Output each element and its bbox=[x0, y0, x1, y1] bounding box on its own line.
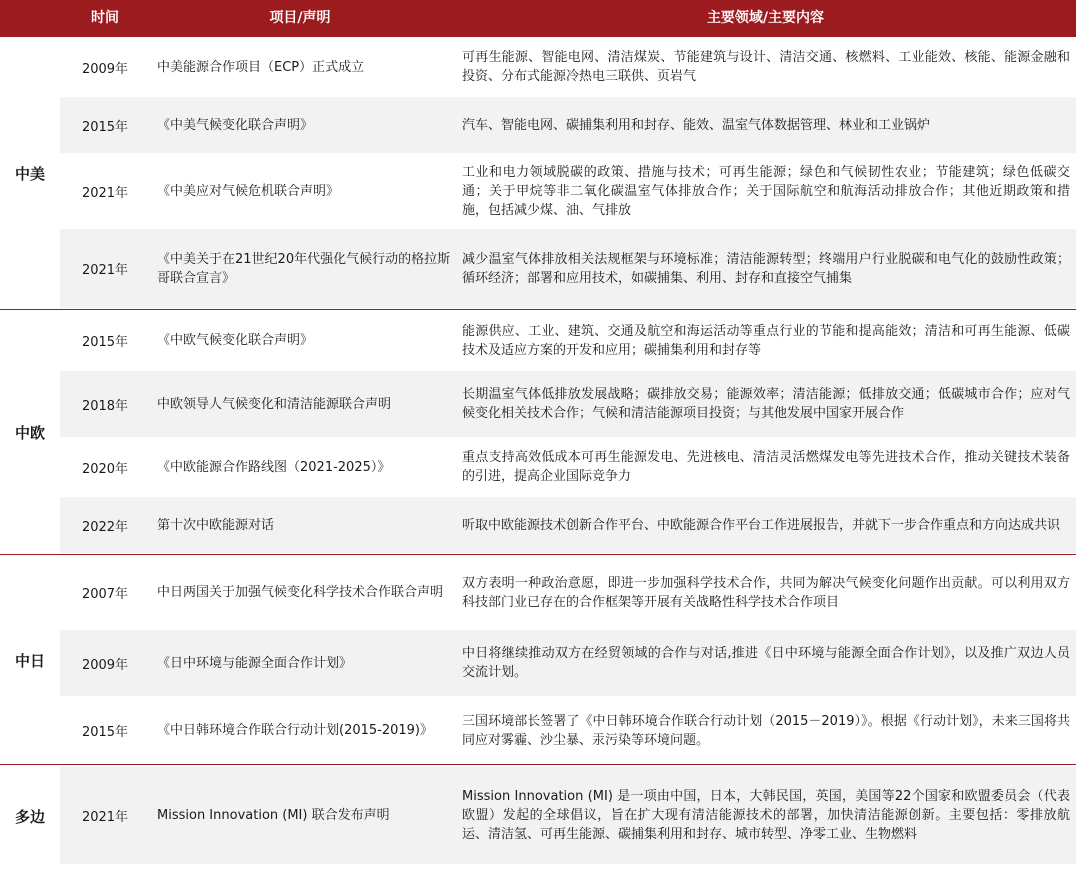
row-project: 中欧领导人气候变化和清洁能源联合声明 bbox=[157, 396, 392, 412]
row-content: 能源供应、工业、建筑、交通及航空和海运活动等重点行业的节能和提高能效；清洁和可再生能源、低碳技术及适应方案的开发和应用；碳捕集利用和封存等 bbox=[462, 323, 1070, 358]
row-year: 2009年 bbox=[81, 657, 129, 673]
row-year: 2015年 bbox=[81, 119, 129, 135]
row-content: 双方表明一种政治意愿，即进一步加强科学技术合作，共同为解决气候变化问题作出贡献。可以利用双方科技部门业已存在的合作框架等开展有关战略性科学技术合作项目 bbox=[462, 575, 1070, 610]
table-row bbox=[60, 312, 1076, 369]
row-project: 《中美气候变化联合声明》 bbox=[157, 117, 314, 133]
row-year: 2021年 bbox=[81, 263, 129, 278]
table-row bbox=[60, 630, 1076, 696]
group-separator bbox=[0, 309, 1076, 310]
group-label-multilateral: 多边 bbox=[14, 807, 45, 826]
table-row bbox=[60, 371, 1076, 437]
row-year: 2007年 bbox=[81, 587, 129, 602]
row-project: 《中欧气候变化联合声明》 bbox=[157, 333, 314, 348]
row-content: 减少温室气体排放相关法规框架与环境标准；清洁能源转型；终端用户行业脱碳和电气化的鼓励性政策；循环经济；部署和应用技术，如碳捕集、利用、封存和直接空气捕集 bbox=[462, 251, 1070, 286]
row-content: 三国环境部长签署了《中日韩环境合作联合行动计划（2015－2019）》。根据《行动计划》，未来三国将共同应对雾霾、沙尘暴、汞污染等环境问题。 bbox=[462, 713, 1070, 748]
header-main-content: 主要领域/主要内容 bbox=[706, 10, 825, 26]
table-row bbox=[60, 439, 1076, 495]
table-row bbox=[60, 229, 1076, 308]
row-project: 《中美应对气候危机联合声明》 bbox=[157, 183, 340, 199]
row-project: 第十次中欧能源对话 bbox=[157, 517, 275, 533]
table-row bbox=[60, 557, 1076, 628]
row-content: 工业和电力领域脱碳的政策、措施与技术；可再生能源；绿色和气候韧性农业；节能建筑；绿色低碳交通；关于甲烷等非二氧化碳温室气体排放合作；关于国际航空和航海活动排放合作；其他近期政策和措施，包括减少煤、油、气排放 bbox=[462, 164, 1070, 218]
table-row bbox=[60, 97, 1076, 153]
table-row bbox=[60, 497, 1076, 553]
group-label-eu: 中欧 bbox=[14, 424, 45, 442]
row-project: 中美能源合作项目（ECP）正式成立 bbox=[157, 59, 365, 75]
header-project: 项目/声明 bbox=[269, 10, 331, 26]
row-project: 中日两国关于加强气候变化科学技术合作联合声明 bbox=[157, 585, 444, 600]
group-label-us: 中美 bbox=[14, 164, 45, 183]
group-label-japan: 中日 bbox=[14, 651, 45, 670]
row-content: 可再生能源、智能电网、清洁煤炭、节能建筑与设计、清洁交通、核燃料、工业能效、核能、能源金融和投资、分布式能源冷热电三联供、页岩气 bbox=[462, 50, 1070, 84]
row-project: 《日中环境与能源全面合作计划》 bbox=[157, 655, 353, 671]
table-row bbox=[60, 39, 1076, 95]
row-content: Mission Innovation (MI) 是一项由中国，日本，大韩民国，英国，美国等22个国家和欧盟委员会（代表欧盟）发起的全球倡议，旨在扩大现有清洁能源技术的部署，加快清洁能源创新。主要包括：零排放航运、清洁氢、可再生能源、碳捕集利用和封存、城市转型、净零工业、生物燃料 bbox=[462, 789, 1070, 842]
row-year: 2015年 bbox=[81, 335, 129, 350]
group-separator bbox=[0, 764, 1076, 765]
row-content: 汽车、智能电网、碳捕集利用和封存、能效、温室气体数据管理、林业和工业锅炉 bbox=[462, 117, 931, 133]
row-year: 2021年 bbox=[81, 185, 129, 201]
row-project: Mission Innovation (MI) 联合发布声明 bbox=[157, 808, 390, 823]
row-project: 《中美关于在21世纪20年代强化气候行动的格拉斯哥联合宣言》 bbox=[157, 251, 451, 286]
table-header bbox=[0, 0, 1076, 37]
header-time: 时间 bbox=[91, 10, 119, 26]
table-row bbox=[60, 698, 1076, 763]
row-content: 听取中欧能源技术创新合作平台、中欧能源合作平台工作进展报告，并就下一步合作重点和方向达成共识 bbox=[462, 517, 1061, 533]
row-year: 2018年 bbox=[81, 398, 129, 414]
row-project: 《中日韩环境合作联合行动计划(2015-2019)》 bbox=[157, 723, 434, 738]
group-separator bbox=[0, 554, 1076, 555]
row-year: 2022年 bbox=[81, 519, 129, 535]
row-content: 重点支持高效低成本可再生能源发电、先进核电、清洁灵活燃煤发电等先进技术合作，推动关键技术装备的引进，提高企业国际竞争力 bbox=[462, 450, 1070, 484]
table-row bbox=[60, 767, 1076, 864]
table-row bbox=[60, 155, 1076, 227]
row-year: 2020年 bbox=[81, 461, 129, 477]
row-year: 2021年 bbox=[81, 810, 129, 825]
row-content: 长期温室气体低排放发展战略；碳排放交易；能源效率；清洁能源；低排放交通；低碳城市合作；应对气候变化相关技术合作；气候和清洁能源项目投资；与其他发展中国家开展合作 bbox=[462, 387, 1070, 421]
row-content: 中日将继续推动双方在经贸领域的合作与对话,推进《日中环境与能源全面合作计划》，以及推广双边人员交流计划。 bbox=[462, 646, 1070, 680]
row-year: 2009年 bbox=[81, 61, 129, 77]
row-project: 《中欧能源合作路线图（2021-2025）》 bbox=[157, 459, 391, 475]
row-year: 2015年 bbox=[81, 725, 129, 740]
